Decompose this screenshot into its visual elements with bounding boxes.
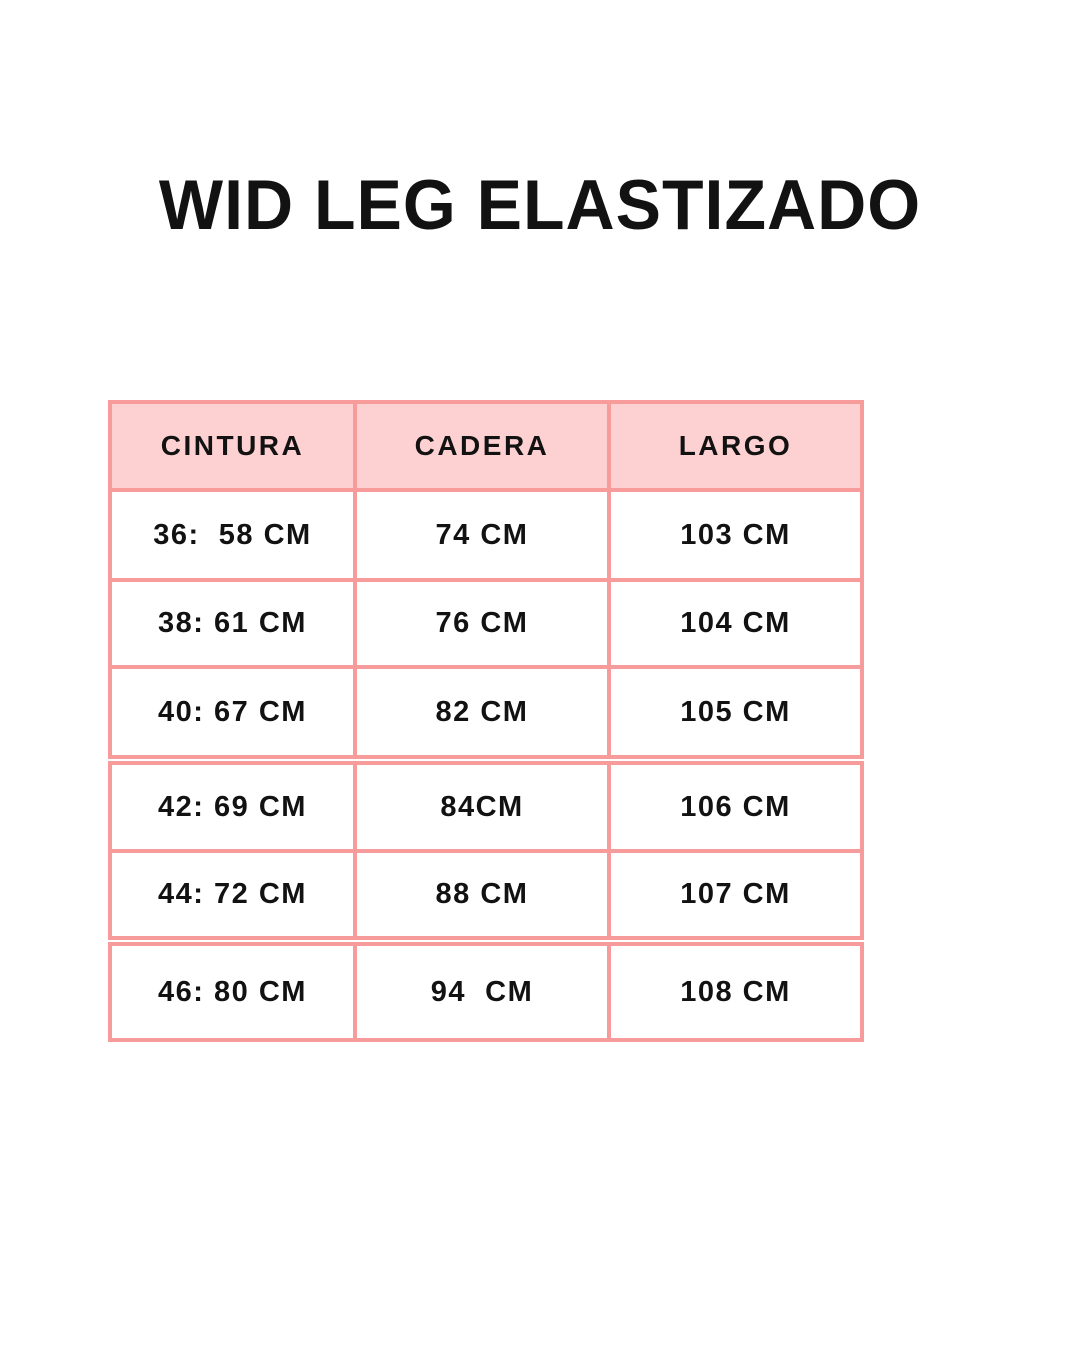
header-largo: LARGO: [609, 402, 862, 490]
table-row-size-36: [110, 490, 862, 580]
cell-cadera: 82 CM: [355, 667, 609, 757]
cell-cadera: 74 CM: [355, 490, 609, 580]
size-table: [108, 400, 860, 1042]
cell-largo: 105 CM: [609, 667, 862, 757]
table-row-size-46: [110, 944, 862, 1040]
cell-cadera: 94 CM: [355, 944, 609, 1040]
table-row-size-40: [110, 667, 862, 757]
cell-cadera: 84CM: [355, 763, 609, 851]
cell-cintura: 44: 72 CM: [110, 851, 355, 938]
table-row-size-42: [110, 763, 862, 851]
size-table-section-bottom: [108, 942, 864, 1042]
header-cadera: CADERA: [355, 402, 609, 490]
table-row-size-44: [110, 851, 862, 938]
cell-cintura: 42: 69 CM: [110, 763, 355, 851]
size-table-section-top: [108, 400, 864, 759]
cell-cintura: 36: 58 CM: [110, 490, 355, 580]
cell-cadera: 88 CM: [355, 851, 609, 938]
cell-largo: 108 CM: [609, 944, 862, 1040]
cell-largo: 104 CM: [609, 580, 862, 667]
size-table-section-middle: [108, 761, 864, 940]
cell-largo: 106 CM: [609, 763, 862, 851]
cell-largo: 107 CM: [609, 851, 862, 938]
cell-largo: 103 CM: [609, 490, 862, 580]
cell-cintura: 38: 61 CM: [110, 580, 355, 667]
cell-cadera: 76 CM: [355, 580, 609, 667]
table-row-size-38: [110, 580, 862, 667]
header-cintura: CINTURA: [110, 402, 355, 490]
page-title: WID LEG ELASTIZADO: [158, 165, 922, 245]
cell-cintura: 46: 80 CM: [110, 944, 355, 1040]
cell-cintura: 40: 67 CM: [110, 667, 355, 757]
table-header-row: [110, 402, 862, 490]
